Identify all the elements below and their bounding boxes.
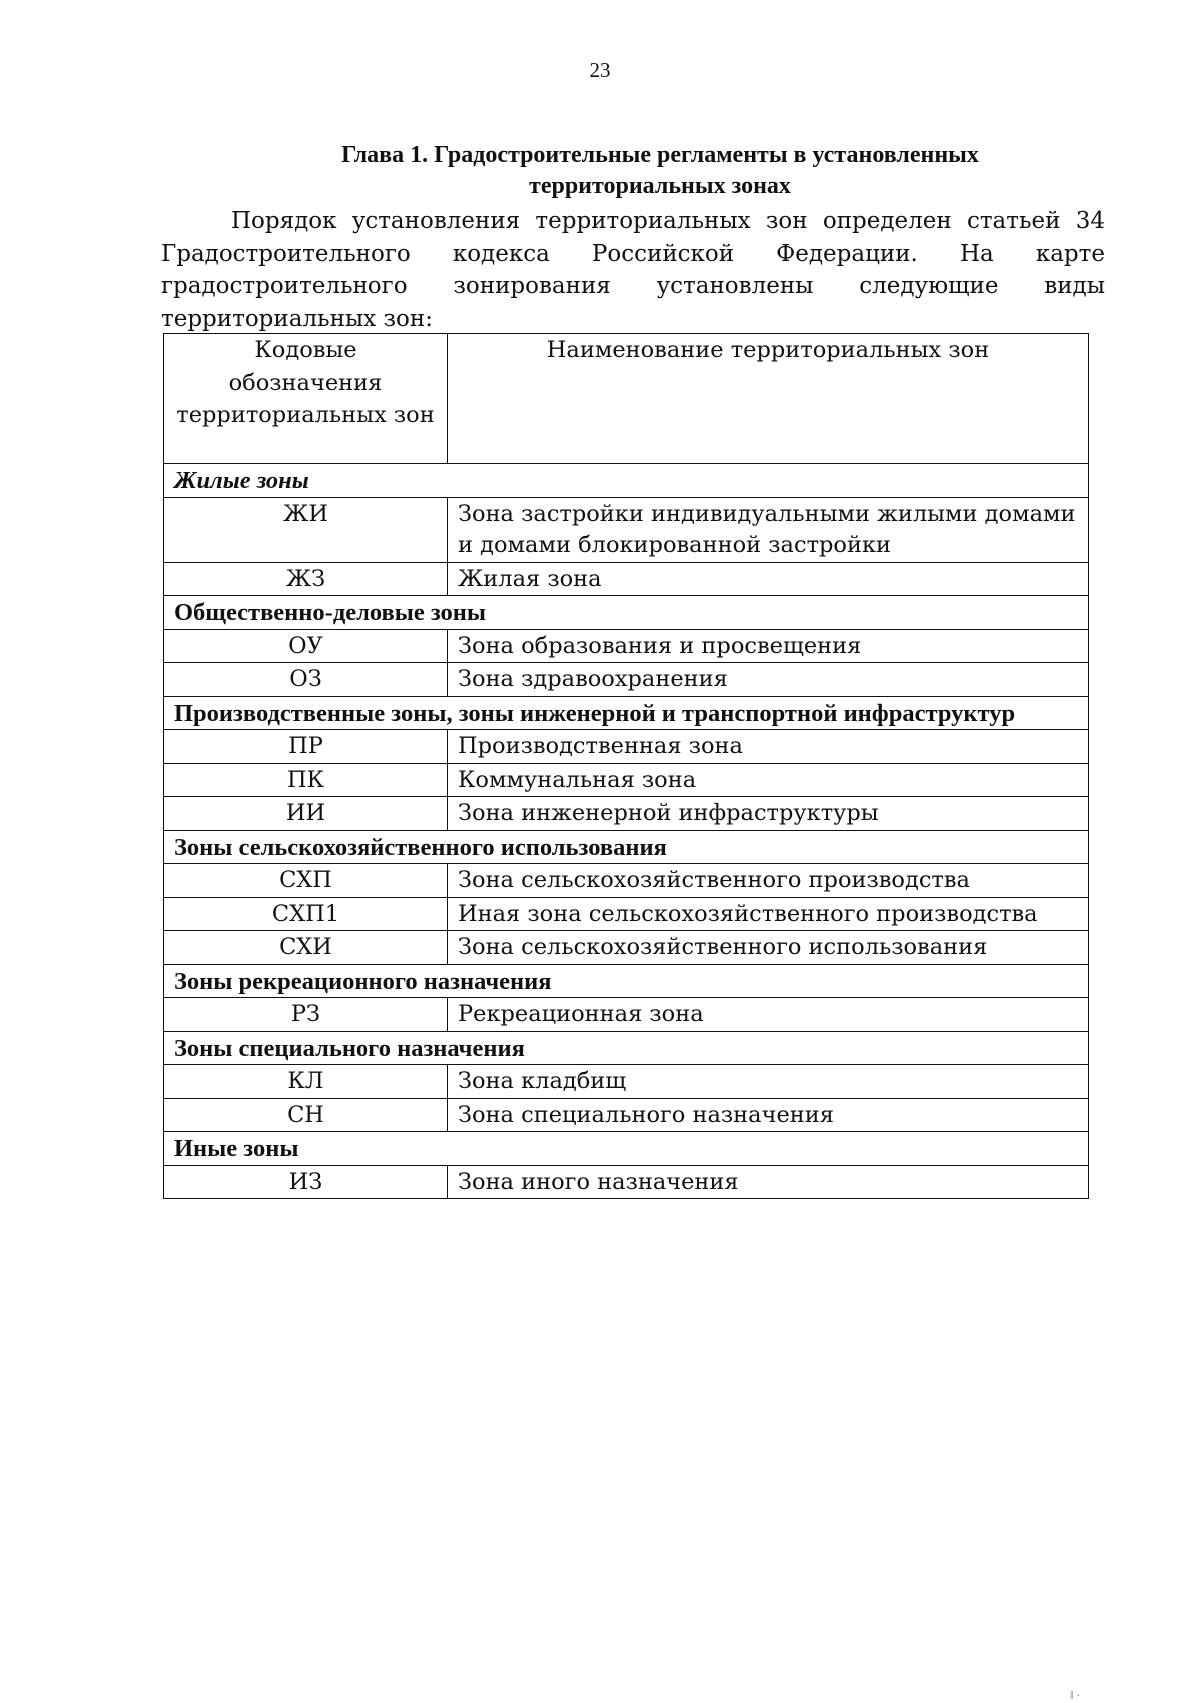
group-row bbox=[164, 964, 1089, 998]
table-row bbox=[164, 763, 1089, 797]
zone-name-cell: Коммунальная зона bbox=[448, 763, 1089, 797]
zone-name-cell: Зона инженерной инфраструктуры bbox=[448, 797, 1089, 831]
table-row bbox=[164, 663, 1089, 697]
table-row bbox=[164, 629, 1089, 663]
chapter-title bbox=[230, 140, 1090, 202]
zone-name-cell: Производственная зона bbox=[448, 730, 1089, 764]
zone-code-cell: ПР bbox=[164, 730, 448, 764]
zone-name-cell: Зона сельскохозяйственного использования bbox=[448, 931, 1089, 965]
group-title: Зоны рекреационного назначения bbox=[164, 964, 1089, 998]
group-row bbox=[164, 830, 1089, 864]
zone-code-cell: КЛ bbox=[164, 1065, 448, 1099]
group-row bbox=[164, 596, 1089, 630]
zone-code-cell: ОЗ bbox=[164, 663, 448, 697]
scan-mark: ǁ · bbox=[1070, 1688, 1081, 1702]
group-title: Производственные зоны, зоны инженерной и транспортной инфраструктур bbox=[164, 696, 1089, 730]
zone-code-cell: СХИ bbox=[164, 931, 448, 965]
zone-code-cell: ИИ bbox=[164, 797, 448, 831]
table-row bbox=[164, 1065, 1089, 1099]
table-row bbox=[164, 998, 1089, 1032]
group-title: Иные зоны bbox=[164, 1132, 1089, 1166]
zone-code-cell: СХП bbox=[164, 864, 448, 898]
zone-name-cell: Жилая зона bbox=[448, 562, 1089, 596]
zone-code-cell: ПК bbox=[164, 763, 448, 797]
table-row bbox=[164, 897, 1089, 931]
zone-name-cell: Зона образования и просвещения bbox=[448, 629, 1089, 663]
zone-name-cell: Рекреационная зона bbox=[448, 998, 1089, 1032]
table-row bbox=[164, 497, 1089, 562]
zone-name-cell: Зона здравоохранения bbox=[448, 663, 1089, 697]
group-title: Общественно-деловые зоны bbox=[164, 596, 1089, 630]
group-title: Зоны специального назначения bbox=[164, 1031, 1089, 1065]
group-row bbox=[164, 1132, 1089, 1166]
zone-code-cell: ОУ bbox=[164, 629, 448, 663]
group-title: Зоны сельскохозяйственного использования bbox=[164, 830, 1089, 864]
table-row bbox=[164, 797, 1089, 831]
zone-code-cell: ИЗ bbox=[164, 1165, 448, 1199]
zone-name-cell: Зона сельскохозяйственного производства bbox=[448, 864, 1089, 898]
zone-code-cell: ЖЗ bbox=[164, 562, 448, 596]
zone-code-cell: СХП1 bbox=[164, 897, 448, 931]
header-code-cell: Кодовые обозначения территориальных зон bbox=[164, 334, 448, 464]
zones-table bbox=[163, 333, 1089, 1199]
group-row bbox=[164, 464, 1089, 498]
table-row bbox=[164, 931, 1089, 965]
zone-code-cell: ЖИ bbox=[164, 497, 448, 562]
zone-name-cell: Зона иного назначения bbox=[448, 1165, 1089, 1199]
header-name-cell: Наименование территориальных зон bbox=[448, 334, 1089, 464]
table-row bbox=[164, 1098, 1089, 1132]
group-row bbox=[164, 696, 1089, 730]
chapter-title-line-1: Глава 1. Градостроительные регламенты в установленных bbox=[341, 142, 979, 168]
zone-name-cell: Зона специального назначения bbox=[448, 1098, 1089, 1132]
intro-paragraph: Порядок установления территориальных зон определен статьей 34 Градостроительного кодекса Российской Федерации. На карте градостроительного зонирования установлены следующие виды территориальных зон: bbox=[161, 208, 1105, 332]
table-header-row bbox=[164, 334, 1089, 464]
zone-name-cell: Зона кладбищ bbox=[448, 1065, 1089, 1099]
table-row bbox=[164, 730, 1089, 764]
table-row bbox=[164, 1165, 1089, 1199]
table-row bbox=[164, 864, 1089, 898]
chapter-title-line-2: территориальных зонах bbox=[529, 173, 791, 199]
group-title: Жилые зоны bbox=[164, 464, 1089, 498]
zone-code-cell: СН bbox=[164, 1098, 448, 1132]
group-row bbox=[164, 1031, 1089, 1065]
zone-name-cell: Зона застройки индивидуальными жилыми домами и домами блокированной застройки bbox=[448, 497, 1089, 562]
table-row bbox=[164, 562, 1089, 596]
zone-name-cell: Иная зона сельскохозяйственного производства bbox=[448, 897, 1089, 931]
zone-code-cell: РЗ bbox=[164, 998, 448, 1032]
zones-table-body bbox=[164, 334, 1089, 1199]
page-number: 23 bbox=[589, 58, 611, 82]
